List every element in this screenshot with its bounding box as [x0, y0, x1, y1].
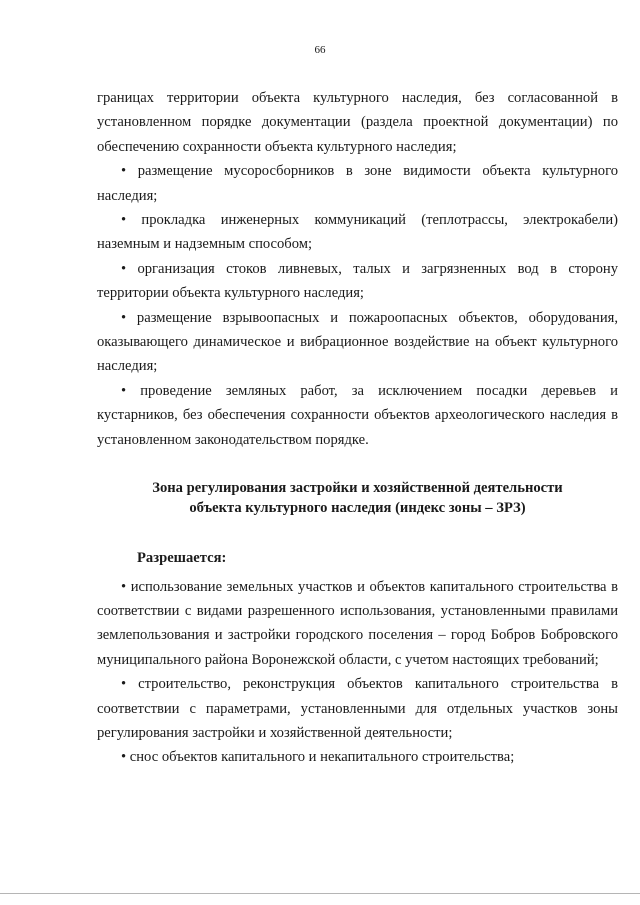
list-item: • размещение мусоросборников в зоне видимости объекта культурного наследия;	[97, 163, 618, 204]
list-item: • строительство, реконструкция объектов капитального строительства в соответствии с параметрами, установленными для отдельных участков зоны регулирования застройки и хозяйственной деятельности;	[97, 676, 618, 741]
list-item: • размещение взрывоопасных и пожароопасных объектов, оборудования, оказывающего динамическое и вибрационное воздействие на объект культурного наследия;	[97, 309, 618, 375]
section-heading-line-2: объекта культурного наследия (индекс зоны – ЗРЗ)	[189, 500, 526, 517]
allowed-label: Разрешается:	[137, 550, 227, 567]
section-heading-line-1: Зона регулирования застройки и хозяйственной деятельности	[152, 480, 563, 497]
list-item: • снос объектов капитального и некапитального строительства;	[121, 749, 515, 766]
list-item: • организация стоков ливневых, талых и загрязненных вод в сторону территории объекта культурного наследия;	[97, 260, 618, 302]
paragraph-continuation: границах территории объекта культурного наследия, без согласованной в установленном порядке документации (раздела проектной документации) по обеспечению сохранности объекта культурного наследия;	[97, 90, 618, 155]
page-bottom-rule	[0, 893, 640, 894]
list-item: • прокладка инженерных коммуникаций (теплотрассы, электрокабели) наземным и надземным способом;	[97, 212, 618, 253]
list-item: • проведение земляных работ, за исключением посадки деревьев и кустарников, без обеспечения сохранности объектов археологического наследия в установленном законодательством порядке.	[97, 382, 618, 448]
document-body	[97, 86, 618, 770]
page-number: 66	[314, 44, 326, 56]
section-heading	[97, 478, 618, 518]
list-item: • использование земельных участков и объектов капитального строительства в соответствии с видами разрешенного использования, установленными правилами землепользования и застройки городского поселения – город Бобров Бобровского муниципального района Воронежской области, с учетом настоящих требований;	[97, 578, 618, 668]
